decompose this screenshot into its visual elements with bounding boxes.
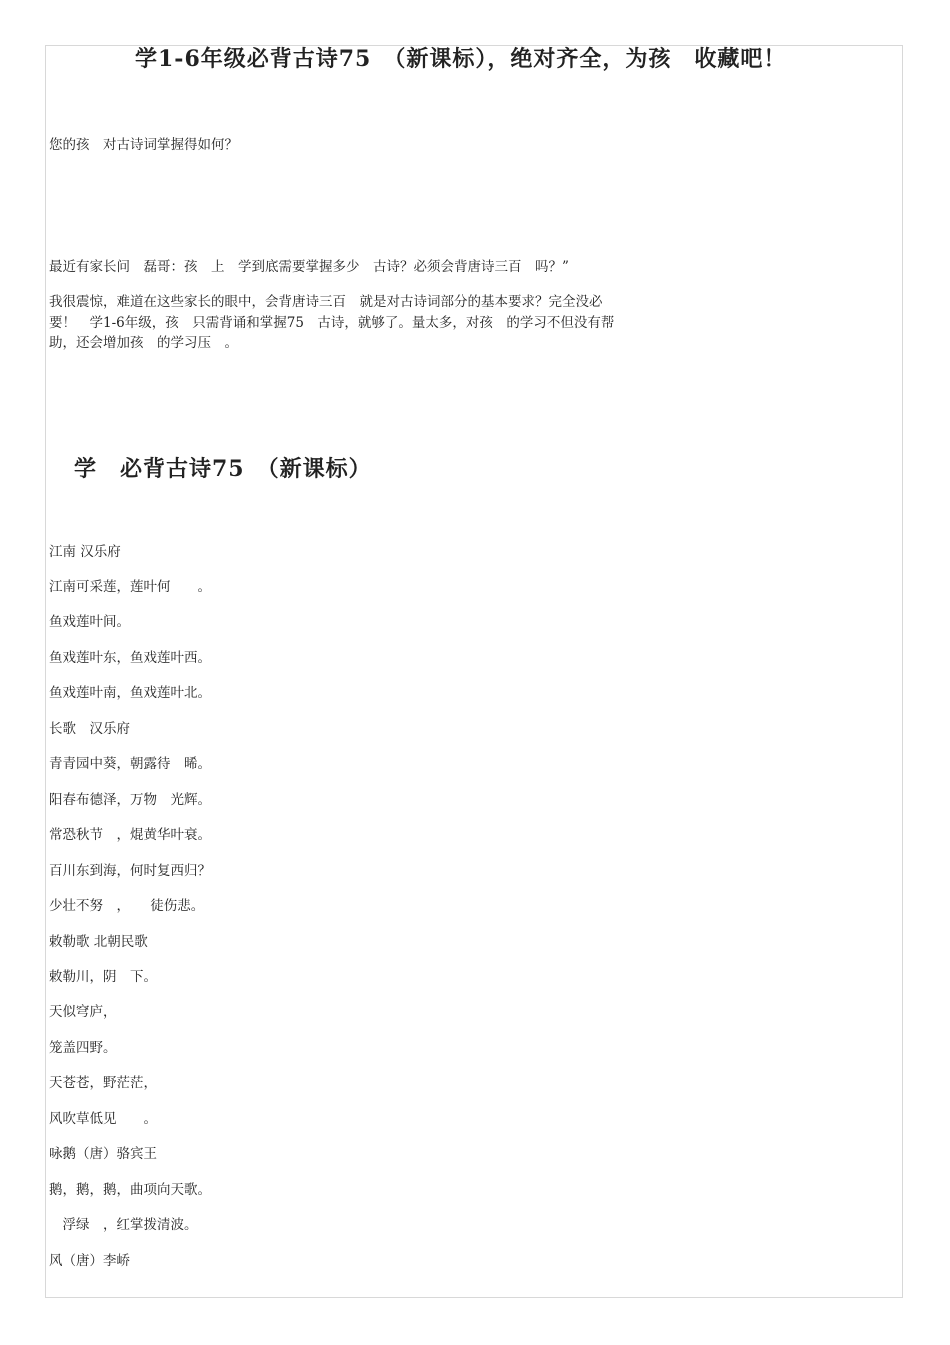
poem-line: 敕勒歌 北朝民歌: [49, 934, 148, 950]
paragraph-line: 我很震惊，难道在这些家长的眼中，会背唐诗三百 就是对古诗词部分的基本要求？完全没必: [49, 294, 603, 310]
poem-line: 阳春布德泽，万物 光辉。: [49, 792, 211, 808]
document-title: 学1-6年级必背古诗75 （新课标），绝对齐全，为孩 收藏吧！: [135, 46, 787, 72]
page-frame: [45, 45, 903, 1298]
poem-line: 长歌 汉乐府: [49, 721, 130, 737]
paragraph-line: 助，还会增加孩 的学习压 。: [49, 335, 238, 351]
poem-line: 江南可采莲，莲叶何 。: [49, 579, 211, 595]
poem-line: 鹅，鹅，鹅，曲项向天歌。: [49, 1182, 211, 1198]
poem-line: 敕勒川，阴 下。: [49, 969, 157, 985]
parent-question: 最近有家长问 磊哥：孩 上 学到底需要掌握多少 古诗？必须会背唐诗三百 吗？”: [49, 259, 569, 275]
intro-question: 您的孩 对古诗词掌握得如何？: [49, 137, 238, 153]
poem-line: 风（唐）李峤: [49, 1253, 130, 1269]
poem-line: 鱼戏莲叶间。: [49, 614, 130, 630]
poem-line: 咏鹅（唐）骆宾王: [49, 1146, 157, 1162]
poem-line: 鱼戏莲叶南，鱼戏莲叶北。: [49, 685, 211, 701]
section-title: 学 必背古诗75 （新课标）: [74, 456, 372, 482]
paragraph-line: 要！ 学1-6年级，孩 只需背诵和掌握75 古诗，就够了。量太多，对孩 的学习不但没有帮: [49, 315, 615, 331]
poem-line: 笼盖四野。: [49, 1040, 117, 1056]
poem-line: 百川东到海，何时复西归？: [49, 863, 211, 879]
poem-line: 鱼戏莲叶东，鱼戏莲叶西。: [49, 650, 211, 666]
poem-line: 少壮不努 ， 徒伤悲。: [49, 898, 205, 914]
poem-line: 天苍苍，野茫茫，: [49, 1075, 157, 1091]
poem-line: 风吹草低见 。: [49, 1111, 157, 1127]
poem-line: 江南 汉乐府: [49, 544, 121, 560]
poem-line: 青青园中葵，朝露待 晞。: [49, 756, 211, 772]
poem-line: 常恐秋节 ，焜黄华叶衰。: [49, 827, 211, 843]
poem-line: 天似穹庐，: [49, 1004, 117, 1020]
poem-line: 浮绿 ，红掌拨清波。: [49, 1217, 198, 1233]
